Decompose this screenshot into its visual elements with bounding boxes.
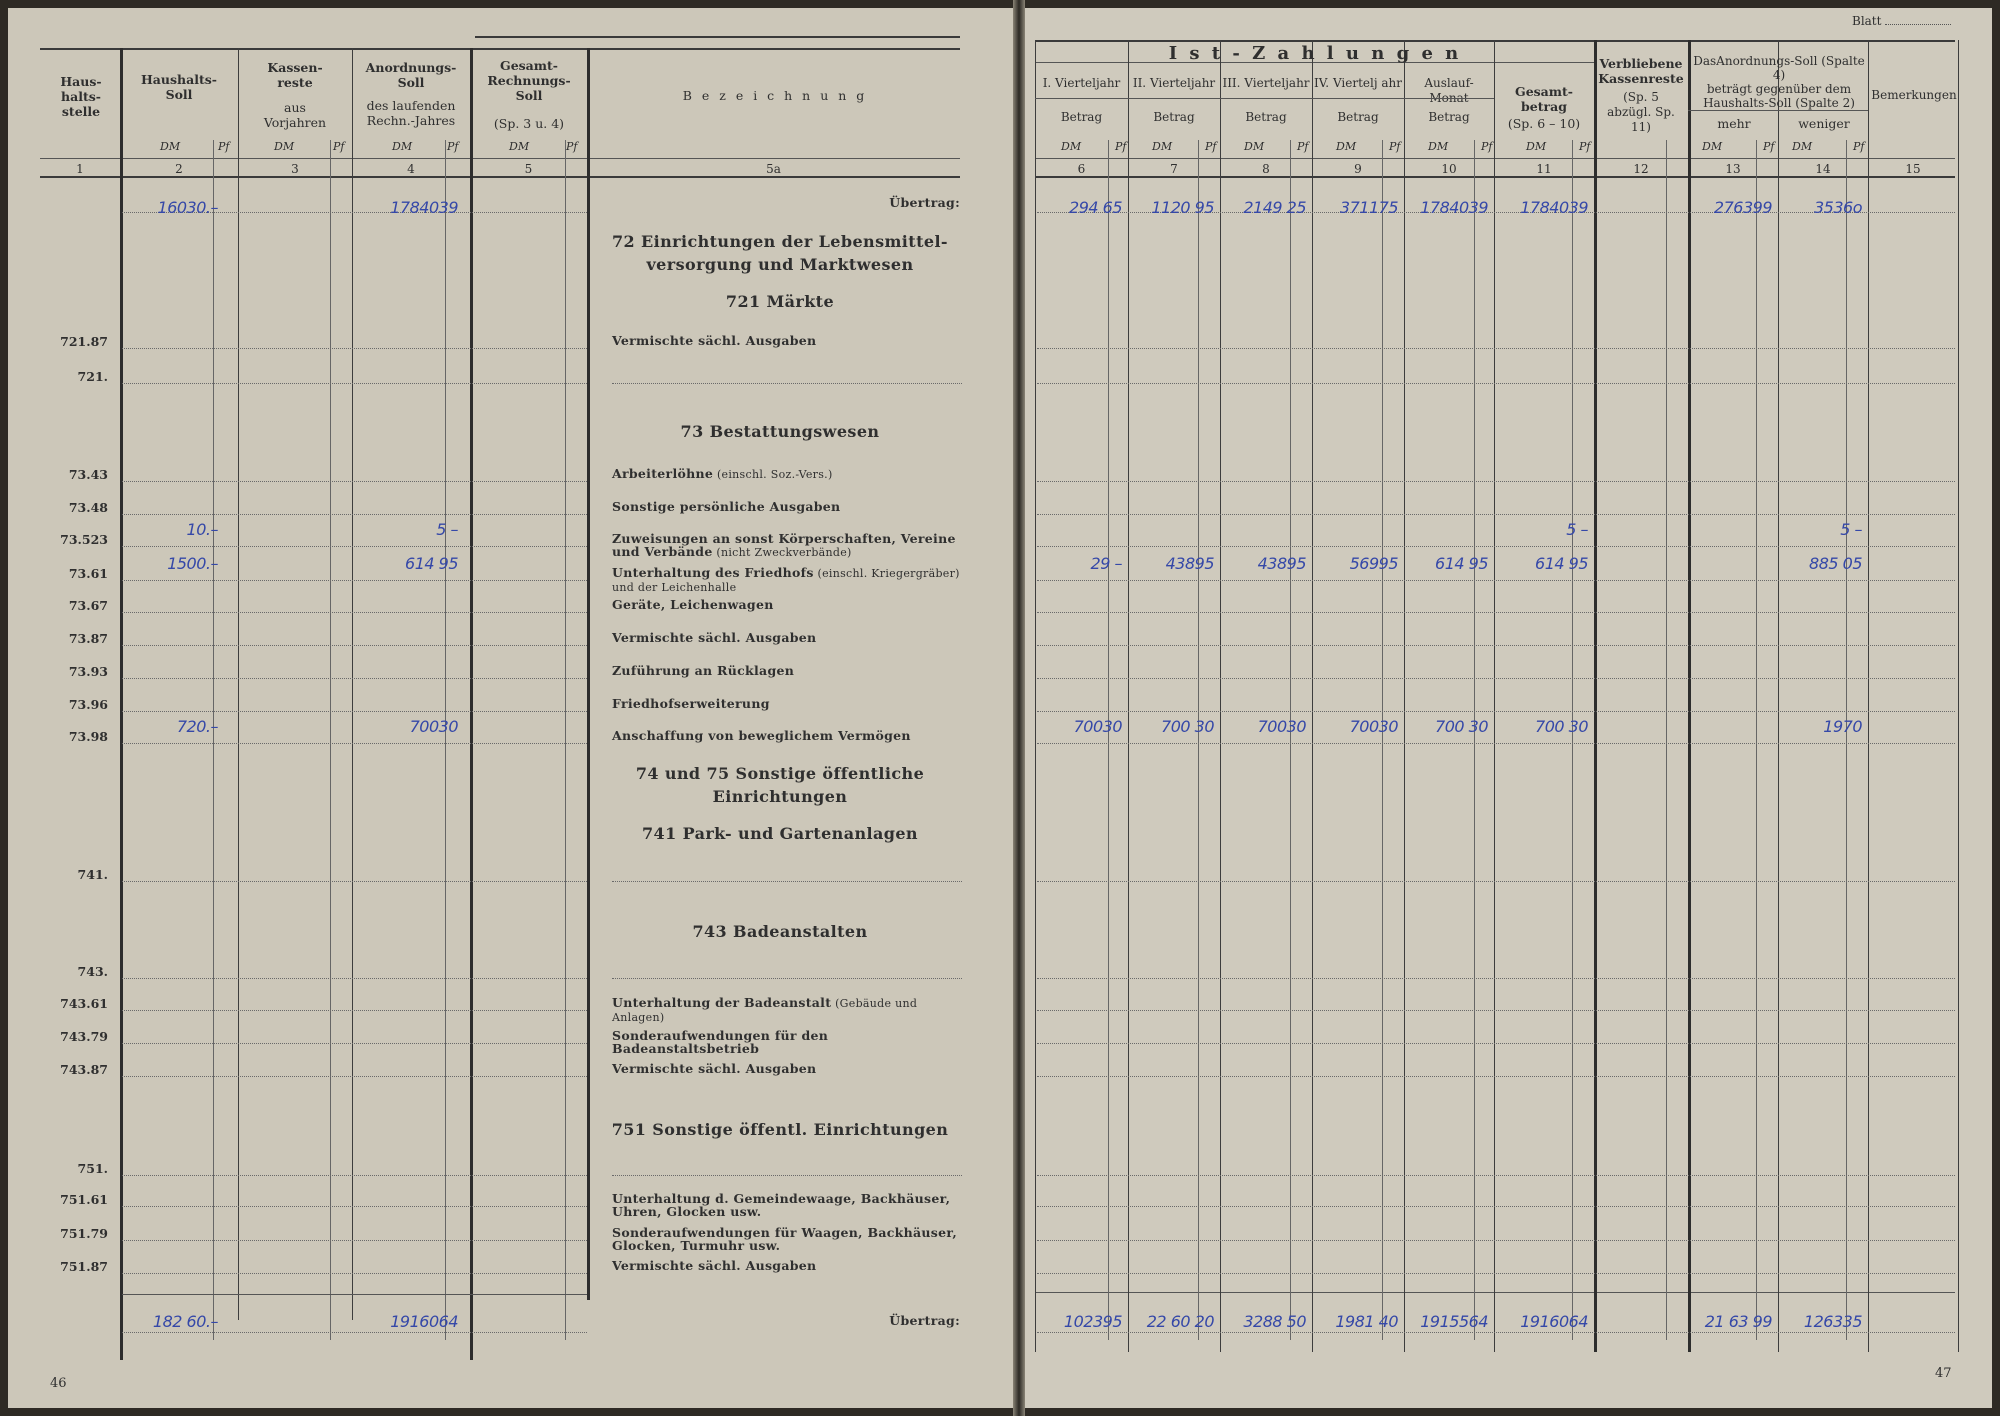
row-rule-right (1037, 514, 1955, 515)
header-q1: I. Vierteljahr (1042, 76, 1121, 90)
column-number: 12 (1633, 162, 1649, 176)
handwritten-entry-c9: 70030 (1349, 717, 1398, 736)
column-divider-right (1404, 40, 1405, 1352)
page-number-left: 46 (50, 1376, 67, 1391)
handwritten-entry-c10: 614 95 (1435, 554, 1488, 573)
header-bezeichnung: B e z e i c h n u n g (682, 88, 868, 103)
pf-divider-right (1474, 140, 1475, 1340)
row-rule-left (122, 711, 587, 712)
column-divider-right (1035, 40, 1036, 1352)
carry-out-rule-right2 (1037, 1332, 1955, 1333)
blatt-text: Blatt (1852, 14, 1882, 28)
handwritten-entry-c10: 1915564 (1420, 1312, 1488, 1331)
row-code: 73.523 (60, 532, 108, 547)
handwritten-entry-c4: 1784039 (390, 198, 458, 217)
vergleich-rule (1688, 110, 1868, 111)
unit-dm: DM (1702, 140, 1723, 153)
header-gesamt-rechnungs-soll: Gesamt- Rechnungs- Soll (487, 58, 571, 103)
row-description: Vermischte sächl. Ausgaben (612, 333, 817, 348)
pf-divider-right (1756, 140, 1757, 1340)
handwritten-entry-c11: 700 30 (1535, 717, 1588, 736)
row-code: 751.61 (60, 1192, 108, 1207)
handwritten-entry-c2: 182 60.– (152, 1312, 218, 1331)
unit-pf: Pf (1297, 140, 1309, 153)
header-betrag: Betrag (1245, 110, 1287, 124)
pf-divider-right (1198, 140, 1199, 1340)
header-bemerkungen: Bemerkungen (1871, 88, 1957, 102)
header-q4: IV. Viertelj ahr (1314, 76, 1402, 90)
column-divider-right (1312, 40, 1313, 1352)
header-betrag: Betrag (1337, 110, 1379, 124)
row-rule-left (122, 546, 587, 547)
column-number: 14 (1815, 162, 1831, 176)
handwritten-entry-c2: 10.– (186, 520, 218, 539)
column-divider-right (1128, 40, 1129, 1352)
unit-pf: Pf (1853, 140, 1865, 153)
handwritten-entry-c4: 1916064 (390, 1312, 458, 1331)
row-code: 743.79 (60, 1029, 108, 1044)
quarter-rule (1220, 98, 1312, 99)
row-code: 721. (77, 369, 108, 384)
quarter-rule (1035, 98, 1128, 99)
unit-dm: DM (1244, 140, 1265, 153)
row-rule-left (122, 678, 587, 679)
header-weniger: weniger (1798, 116, 1850, 131)
handwritten-entry-c14: 1970 (1823, 717, 1862, 736)
row-rule-left (122, 1273, 587, 1274)
header-anordnungs-soll: Anordnungs- Soll (365, 60, 457, 90)
header-verbliebene: Verbliebene Kassenreste (1598, 56, 1684, 86)
row-description: Zuweisungen an sonst Körperschaften, Vereine und Verbände (nicht Zweckverbände) (612, 531, 956, 559)
unit-dm: DM (1152, 140, 1173, 153)
row-rule-desc (612, 881, 962, 882)
handwritten-entry-c4: 70030 (409, 717, 458, 736)
header-gesamtbetrag: Gesamt- betrag (1515, 84, 1573, 114)
unit-pf: Pf (1763, 140, 1775, 153)
unit-pf: Pf (218, 140, 230, 153)
column-number: 5 (524, 162, 533, 176)
row-rule-left (122, 1175, 587, 1176)
row-code: 73.61 (68, 566, 108, 581)
page-number-right: 47 (1935, 1366, 1952, 1381)
carry-out-rule-top (122, 1294, 587, 1295)
row-description: Friedhofserweiterung (612, 696, 770, 711)
column-number: 4 (407, 162, 415, 176)
handwritten-entry-c6: 294 65 (1069, 198, 1122, 217)
row-code: 751.79 (60, 1226, 108, 1241)
row-rule-right (1037, 580, 1955, 581)
row-rule-desc (612, 383, 962, 384)
pf-divider (213, 140, 214, 1340)
row-rule-desc (612, 978, 962, 979)
handwritten-entry-c8: 70030 (1257, 717, 1306, 736)
header-betrag: Betrag (1060, 110, 1103, 124)
handwritten-entry-c9: 1981 40 (1335, 1312, 1398, 1331)
row-rule-right (1037, 1043, 1955, 1044)
row-rule-right (1037, 348, 1955, 349)
row-code: 73.93 (68, 664, 108, 679)
uebertrag-bottom: Übertrag: (889, 1313, 960, 1328)
colnum-rule-right (1035, 176, 1955, 178)
column-divider (352, 48, 353, 1320)
unit-pf: Pf (566, 140, 578, 153)
handwritten-entry-c8: 43895 (1257, 554, 1306, 573)
unit-pf: Pf (1389, 140, 1401, 153)
row-description: Geräte, Leichenwagen (612, 597, 774, 612)
header-haushalts-soll: Haushalts- Soll (141, 72, 217, 102)
column-divider-right (1958, 40, 1959, 1352)
handwritten-entry-c14: 885 05 (1809, 554, 1862, 573)
row-rule-right (1037, 546, 1955, 547)
row-rule-right (1037, 1206, 1955, 1207)
row-code: 743. (77, 964, 108, 979)
column-number: 10 (1441, 162, 1457, 176)
handwritten-entry-c9: 371175 (1339, 198, 1398, 217)
row-rule-right (1037, 383, 1955, 384)
unit-pf: Pf (1481, 140, 1493, 153)
pf-divider-right (1382, 140, 1383, 1340)
header-mehr: mehr (1717, 116, 1751, 131)
row-rule-left (122, 881, 587, 882)
row-rule-right (1037, 481, 1955, 482)
unit-dm: DM (274, 140, 295, 153)
column-number: 3 (291, 162, 299, 176)
row-description: Sonstige persönliche Ausgaben (612, 499, 841, 514)
quarter-rule (1312, 98, 1404, 99)
handwritten-entry-c7: 700 30 (1161, 717, 1214, 736)
row-code: 751. (77, 1161, 108, 1176)
row-rule-left (122, 481, 587, 482)
carry-out-rule-right (1035, 1292, 1955, 1293)
header-q2: II. Vierteljahr (1132, 76, 1216, 90)
column-divider-right (1220, 40, 1221, 1352)
header-top-rule-right (1035, 40, 1955, 42)
handwritten-entry-c14: 5 – (1840, 520, 1862, 539)
handwritten-entry-c14: 3536o (1813, 198, 1862, 217)
handwritten-entry-c7: 1120 95 (1151, 198, 1214, 217)
header-kassenreste: Kassen- reste (267, 60, 323, 90)
heading-743: 743 Badeanstalten (692, 922, 868, 941)
pf-divider-right (1108, 140, 1109, 1340)
unit-dm: DM (1061, 140, 1082, 153)
row-rule-right (1037, 1175, 1955, 1176)
row-rule-right (1037, 612, 1955, 613)
handwritten-entry-c9: 56995 (1349, 554, 1398, 573)
column-divider-right (1688, 40, 1691, 1352)
header-verbliebene-sub: (Sp. 5 abzügl. Sp. 11) (1607, 90, 1675, 134)
handwritten-entry-c6: 29 – (1090, 554, 1122, 573)
row-rule-right (1037, 978, 1955, 979)
header-top-rule (40, 48, 960, 50)
handwritten-entry-c11: 1916064 (1520, 1312, 1588, 1331)
handwritten-entry-c2: 16030.– (157, 198, 218, 217)
row-rule-left (122, 1043, 587, 1044)
header-betrag: Betrag (1153, 110, 1195, 124)
handwritten-entry-c13: 21 63 99 (1704, 1312, 1772, 1331)
row-code: 721.87 (60, 334, 108, 349)
handwritten-entry-c2: 1500.– (167, 554, 218, 573)
row-rule-left (122, 580, 587, 581)
row-description: Unterhaltung der Badeanstalt (Gebäude und Anlagen) (612, 995, 918, 1024)
row-rule-right (1037, 1240, 1955, 1241)
handwritten-entry-c6: 102395 (1063, 1312, 1122, 1331)
column-divider-right (1494, 40, 1495, 1352)
column-number: 1 (76, 162, 84, 176)
unit-dm: DM (1336, 140, 1357, 153)
quarter-rule (1404, 98, 1494, 99)
unit-dm: DM (160, 140, 181, 153)
column-number: 2 (175, 162, 183, 176)
unit-pf: Pf (1115, 140, 1127, 153)
row-description-note: (Gebäude und Anlagen) (612, 997, 918, 1024)
column-divider (238, 48, 239, 1320)
row-rule-left (122, 612, 587, 613)
uebertrag-top: Übertrag: (889, 195, 960, 210)
row-rule-left (122, 1240, 587, 1241)
colnum-rule (40, 176, 960, 178)
handwritten-entry-c11: 5 – (1566, 520, 1588, 539)
pf-divider (445, 140, 446, 1340)
row-description: Zuführung an Rücklagen (612, 663, 795, 678)
row-code: 741. (77, 867, 108, 882)
row-code: 73.67 (68, 598, 108, 613)
unit-dm: DM (1526, 140, 1547, 153)
column-number: 8 (1262, 162, 1270, 176)
book-spine (1013, 0, 1025, 1416)
row-code: 73.96 (68, 697, 108, 712)
pf-divider-right (1846, 140, 1847, 1340)
row-description: Vermischte sächl. Ausgaben (612, 1061, 817, 1076)
header-q3: III. Vierteljahr (1222, 76, 1310, 90)
handwritten-entry-c2: 720.– (176, 717, 218, 736)
unit-pf: Pf (1579, 140, 1591, 153)
handwritten-entry-c11: 614 95 (1535, 554, 1588, 573)
pf-divider-right (1666, 140, 1667, 1340)
pf-divider-right (1290, 140, 1291, 1340)
row-code: 73.43 (68, 467, 108, 482)
pf-divider (330, 140, 331, 1340)
column-number: 7 (1170, 162, 1178, 176)
heading-73: 73 Bestattungswesen (680, 422, 880, 441)
handwritten-entry-c10: 1784039 (1420, 198, 1488, 217)
row-description: Unterhaltung d. Gemeindewaage, Backhäuser, Uhren, Glocken usw. (612, 1191, 951, 1219)
heading-72: 72 Einrichtungen der Lebensmittel- versorgung und Marktwesen (612, 232, 948, 274)
column-number: 11 (1536, 162, 1552, 176)
row-description-note: (einschl. Soz.-Vers.) (713, 468, 833, 481)
column-number: 15 (1905, 162, 1921, 176)
handwritten-entry-c6: 70030 (1073, 717, 1122, 736)
row-rule-left (122, 1206, 587, 1207)
row-description: Anschaffung von beweglichem Vermögen (612, 728, 911, 743)
column-divider-right (1868, 40, 1869, 1352)
handwritten-entry-c8: 2149 25 (1243, 198, 1306, 217)
column-divider (120, 48, 123, 1360)
column-divider (587, 48, 590, 1300)
heading-751: 751 Sonstige öffentl. Einrichtungen (611, 1120, 949, 1139)
row-description-note: (nicht Zweckverbände) (712, 546, 852, 559)
row-rule-right (1037, 711, 1955, 712)
handwritten-entry-c10: 700 30 (1435, 717, 1488, 736)
column-divider (470, 48, 473, 1360)
row-rule-right (1037, 1010, 1955, 1011)
unit-pf: Pf (447, 140, 459, 153)
handwritten-entry-c4: 5 – (436, 520, 458, 539)
heading-721: 721 Märkte (725, 292, 835, 311)
header-bottom-rule-right (1035, 158, 1955, 159)
row-code: 743.87 (60, 1062, 108, 1077)
row-code: 73.48 (68, 500, 108, 515)
heading-741: 741 Park- und Gartenanlagen (642, 824, 918, 843)
column-divider-right (1594, 40, 1597, 1352)
handwritten-entry-c13: 276399 (1713, 198, 1772, 217)
unit-dm: DM (509, 140, 530, 153)
header-ist-zahlungen: I s t - Z a h l u n g e n (1168, 43, 1462, 64)
row-rule-left (122, 645, 587, 646)
row-description: Sonderaufwendungen für den Badeanstaltsbetrieb (612, 1028, 829, 1056)
row-rule-left (122, 1010, 587, 1011)
column-number: 6 (1077, 162, 1086, 176)
column-number: 5a (766, 162, 781, 176)
header-top-rule-offset (475, 36, 960, 38)
row-description: Sonderaufwendungen für Waagen, Backhäuser, Glocken, Turmuhr usw. (612, 1225, 958, 1253)
unit-dm: DM (392, 140, 413, 153)
row-rule-right (1037, 743, 1955, 744)
header-haushaltsstelle: Haus- halts- stelle (60, 74, 102, 119)
row-code: 751.87 (60, 1259, 108, 1274)
header-anordnungs-soll-sub: des laufenden Rechn.-Jahres (366, 98, 456, 128)
row-description: Vermischte sächl. Ausgaben (612, 1258, 817, 1273)
pf-divider-right (1572, 140, 1573, 1340)
heading-74-75: 74 und 75 Sonstige öffentliche Einrichtungen (635, 764, 925, 806)
unit-dm: DM (1428, 140, 1449, 153)
handwritten-entry-c7: 22 60 20 (1146, 1312, 1214, 1331)
column-number: 13 (1725, 162, 1741, 176)
row-rule-left (122, 1076, 587, 1077)
header-gesamt-sub: (Sp. 6 – 10) (1507, 116, 1581, 131)
row-rule-right (1037, 678, 1955, 679)
row-rule-right (1037, 1273, 1955, 1274)
header-am: Auslauf-Monat (1424, 76, 1474, 105)
row-description: Vermischte sächl. Ausgaben (612, 630, 817, 645)
unit-dm: DM (1792, 140, 1813, 153)
column-divider-right (1778, 40, 1779, 1352)
header-bottom-rule (40, 158, 960, 159)
row-rule-left (122, 743, 587, 744)
row-description: Unterhaltung des Friedhofs (einschl. Kriegergräber) und der Leichenhalle (612, 565, 960, 594)
row-rule-desc (612, 1175, 962, 1176)
row-rule-right (1037, 645, 1955, 646)
column-number: 9 (1354, 162, 1362, 176)
row-code: 73.98 (68, 729, 108, 744)
quarter-rule (1128, 98, 1220, 99)
handwritten-entry-c14: 126335 (1803, 1312, 1862, 1331)
row-rule-left (122, 348, 587, 349)
handwritten-entry-c4: 614 95 (405, 554, 458, 573)
row-description: Arbeiterlöhne (einschl. Soz.-Vers.) (612, 466, 833, 481)
row-rule-right (1037, 1076, 1955, 1077)
unit-pf: Pf (333, 140, 345, 153)
header-gesamt-sub: (Sp. 3 u. 4) (493, 116, 565, 131)
pf-divider (565, 140, 566, 1340)
header-anordnungs-vergleich: DasAnordnungs-Soll (Spalte 4) beträgt gegenüber dem Haushalts-Soll (Spalte 2) (1693, 54, 1865, 110)
row-rule-left (122, 383, 587, 384)
carry-out-rule (122, 1332, 587, 1333)
handwritten-entry-c7: 43895 (1165, 554, 1214, 573)
row-rule-right (1037, 881, 1955, 882)
blatt-label (1852, 14, 1951, 28)
header-betrag: Betrag (1428, 110, 1470, 124)
row-code: 743.61 (60, 996, 108, 1011)
row-rule-left (122, 514, 587, 515)
handwritten-entry-c8: 3288 50 (1243, 1312, 1306, 1331)
unit-pf: Pf (1205, 140, 1217, 153)
row-code: 73.87 (68, 631, 108, 646)
row-description-note: (einschl. Kriegergräber) und der Leichenhalle (612, 567, 960, 594)
header-kassenreste-sub: aus Vorjahren (263, 100, 327, 130)
row-rule-left (122, 978, 587, 979)
handwritten-entry-c11: 1784039 (1520, 198, 1588, 217)
blatt-field[interactable] (1885, 24, 1951, 25)
